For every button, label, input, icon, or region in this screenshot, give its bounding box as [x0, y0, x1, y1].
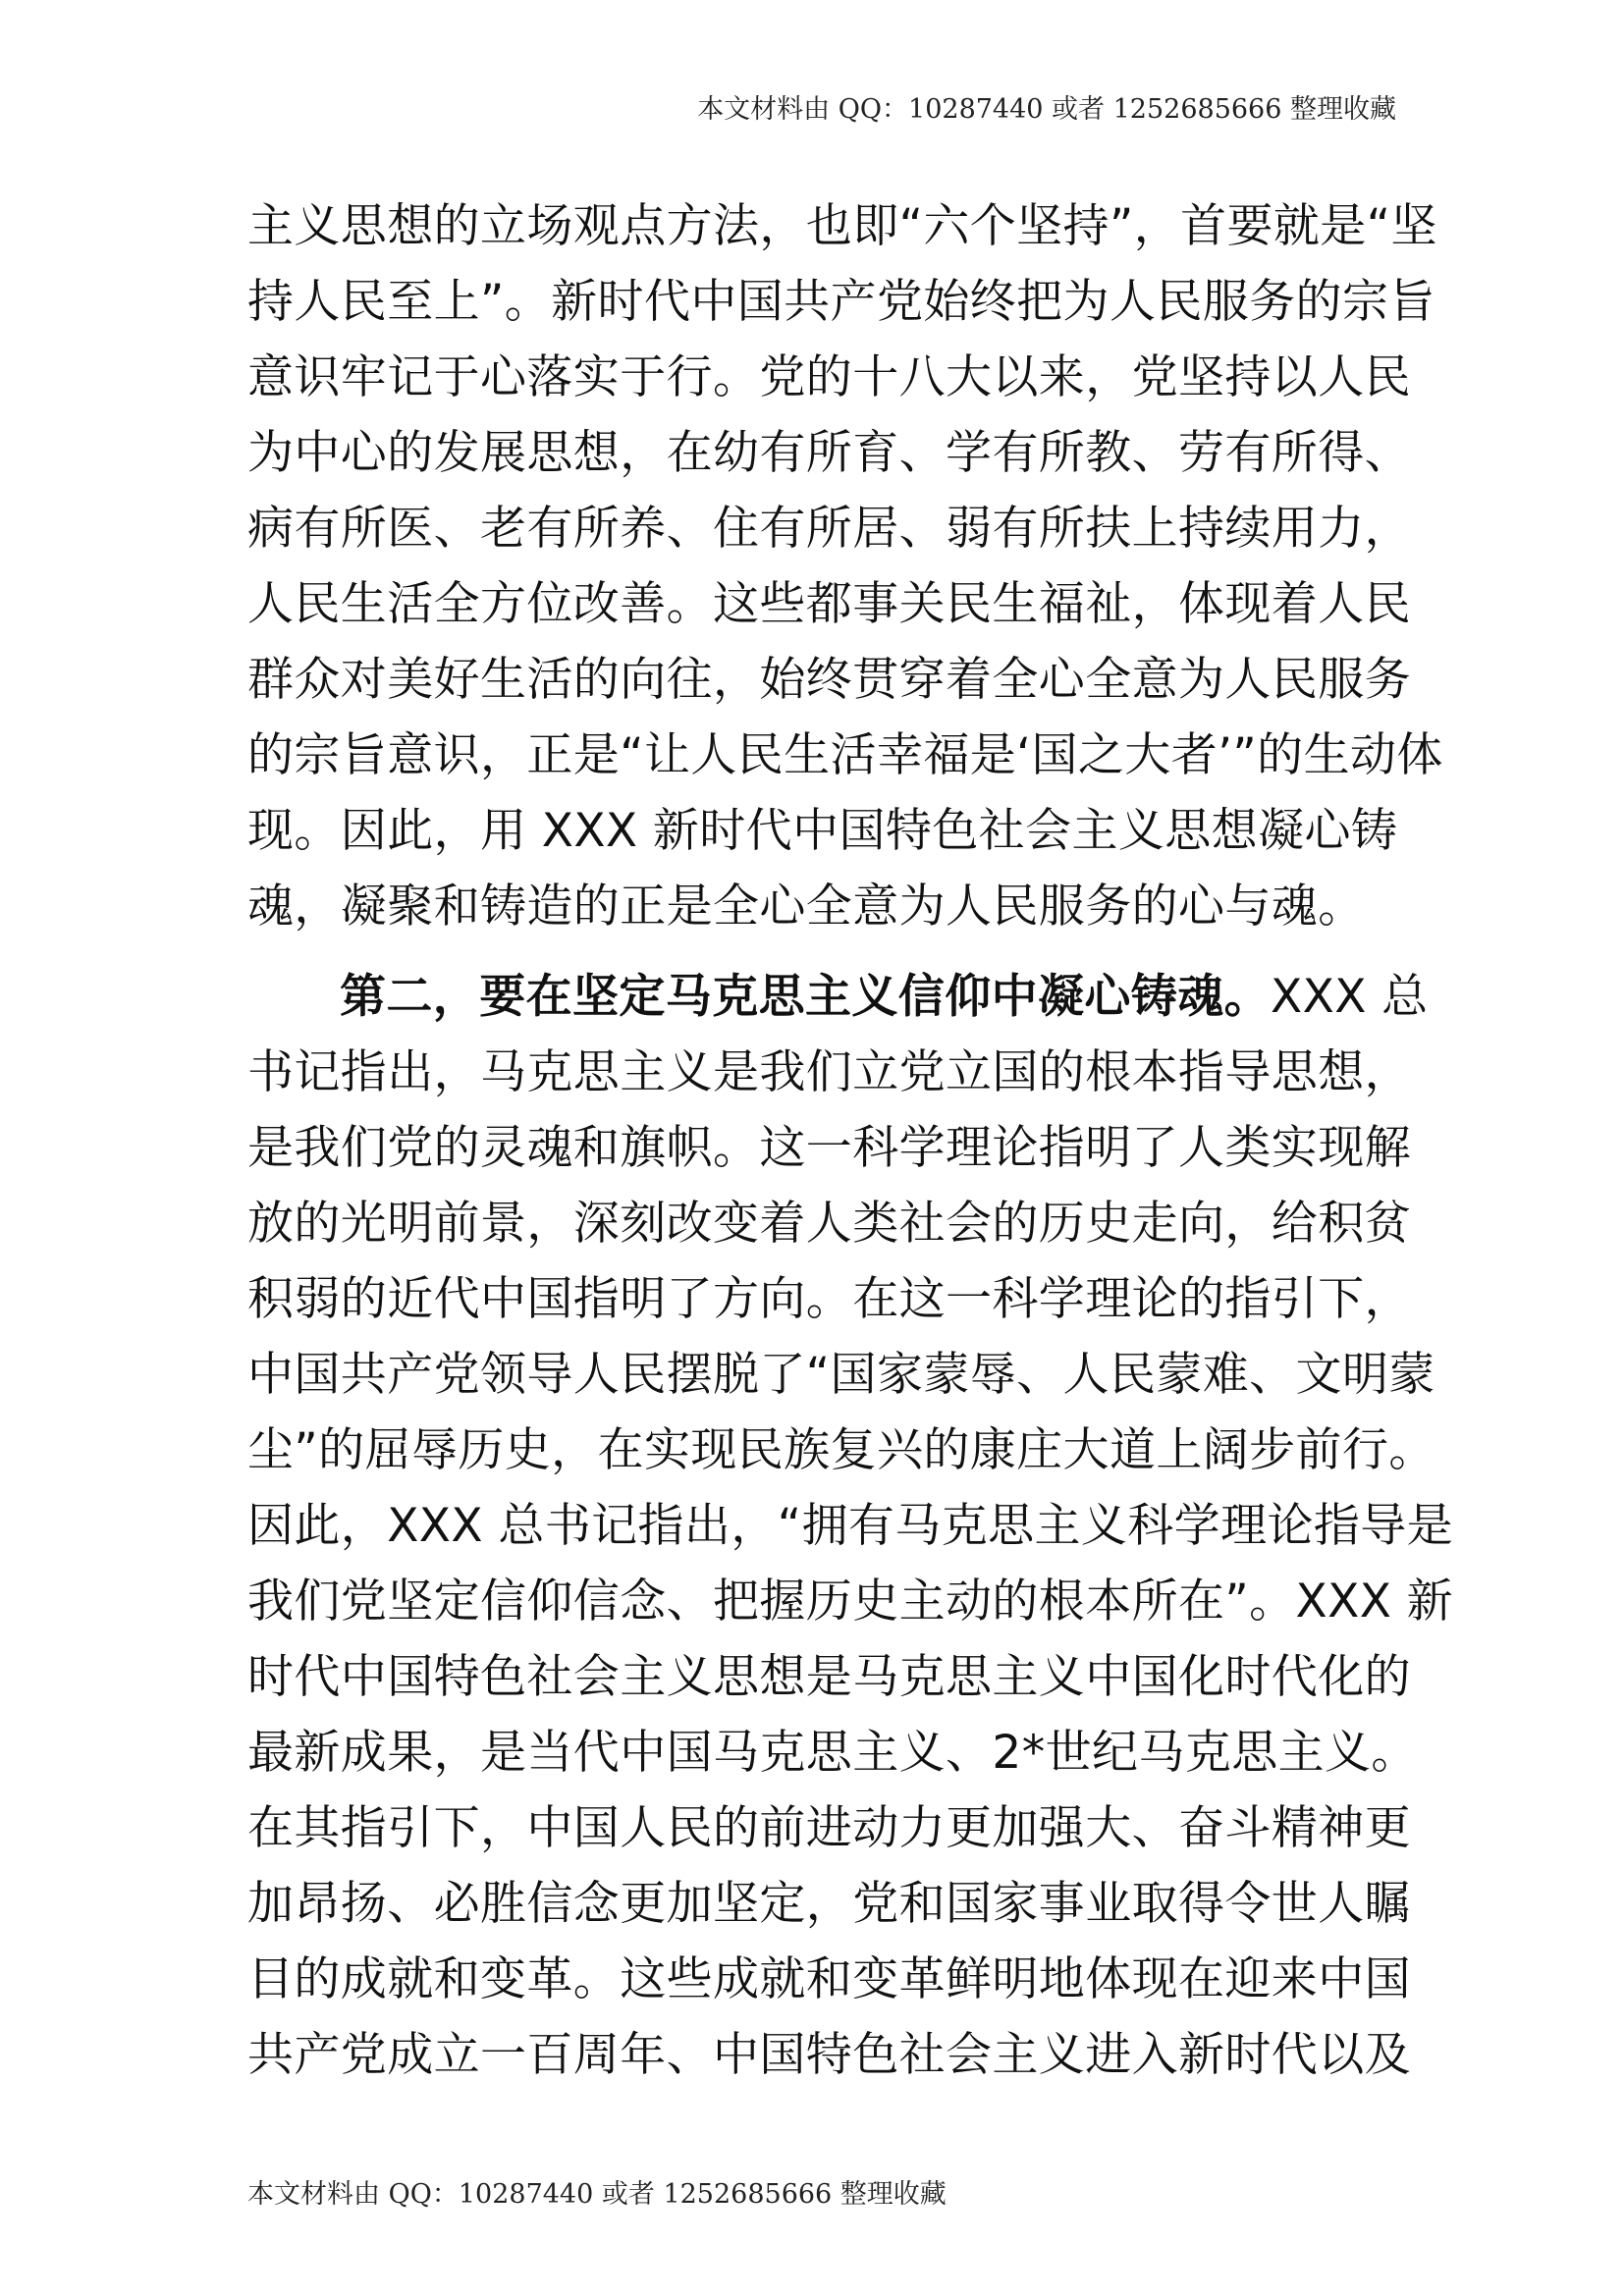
- text-line: 积弱的近代中国指明了方向。在这一科学理论的指引下，: [247, 1272, 1411, 1326]
- text-line: 放的光明前景，深刻改变着人类社会的历史走向，给积贫: [247, 1197, 1411, 1251]
- text-line: 我们党坚定信仰信念、把握历史主动的根本所在”。XXX 新: [247, 1575, 1454, 1629]
- text-line: 持人民至上”。新时代中国共产党始终把为人民服务的宗旨: [247, 275, 1435, 329]
- paragraph-2: [247, 959, 1454, 2093]
- text-line: 群众对美好生活的向往，始终贯穿着全心全意为人民服务: [247, 653, 1411, 707]
- text-line: 的宗旨意识，正是“让人民生活幸福是‘国之大者’”的生动体: [247, 728, 1443, 782]
- text-line: 共产党成立一百周年、中国特色社会主义进入新时代以及: [247, 2028, 1411, 2082]
- paragraph-2-first-line: [247, 959, 1429, 1035]
- document-body: [247, 188, 1454, 2093]
- text-line: 加昂扬、必胜信念更加坚定，党和国家事业取得令世人瞩: [247, 1877, 1411, 1931]
- page-footer: 本文材料由 QQ：10287440 或者 1252685666 整理收藏: [247, 2179, 947, 2210]
- text-line: 是我们党的灵魂和旗帜。这一科学理论指明了人类实现解: [247, 1121, 1411, 1175]
- section-heading: 第二，要在坚定马克思主义信仰中凝心铸魂。: [340, 970, 1271, 1024]
- text-line: 现。因此，用 XXX 新时代中国特色社会主义思想凝心铸: [247, 804, 1398, 858]
- text-line: 目的成就和变革。这些成就和变革鲜明地体现在迎来中国: [247, 1952, 1411, 2006]
- text-line: 在其指引下，中国人民的前进动力更加强大、奋斗精神更: [247, 1801, 1411, 1855]
- text-line: 书记指出，马克思主义是我们立党立国的根本指导思想，: [247, 1045, 1411, 1099]
- text-line: 中国共产党领导人民摆脱了“国家蒙辱、人民蒙难、文明蒙: [247, 1348, 1435, 1402]
- paragraph-spacer: [247, 944, 1384, 959]
- text-line: 因此，XXX 总书记指出，“拥有马克思主义科学理论指导是: [247, 1499, 1454, 1553]
- heading-continuation: XXX 总: [1271, 970, 1429, 1024]
- text-line: 主义思想的立场观点方法，也即“六个坚持”，首要就是“坚: [247, 199, 1437, 253]
- text-line: 魂，凝聚和铸造的正是全心全意为人民服务的心与魂。: [247, 880, 1365, 934]
- text-line: 病有所医、老有所养、住有所居、弱有所扶上持续用力，: [247, 502, 1411, 556]
- text-line: 尘”的屈辱历史，在实现民族复兴的康庄大道上阔步前行。: [247, 1423, 1435, 1477]
- text-line: 时代中国特色社会主义思想是马克思主义中国化时代化的: [247, 1650, 1411, 1704]
- text-line: 意识牢记于心落实于行。党的十八大以来，党坚持以人民: [247, 350, 1411, 404]
- paragraph-1: [247, 188, 1443, 944]
- text-line: 最新成果，是当代中国马克思主义、2*世纪马克思主义。: [247, 1726, 1418, 1780]
- page-header: 本文材料由 QQ：10287440 或者 1252685666 整理收藏: [697, 94, 1396, 125]
- text-line: 人民生活全方位改善。这些都事关民生福祉，体现着人民: [247, 577, 1411, 631]
- text-line: 为中心的发展思想，在幼有所育、学有所教、劳有所得、: [247, 426, 1411, 480]
